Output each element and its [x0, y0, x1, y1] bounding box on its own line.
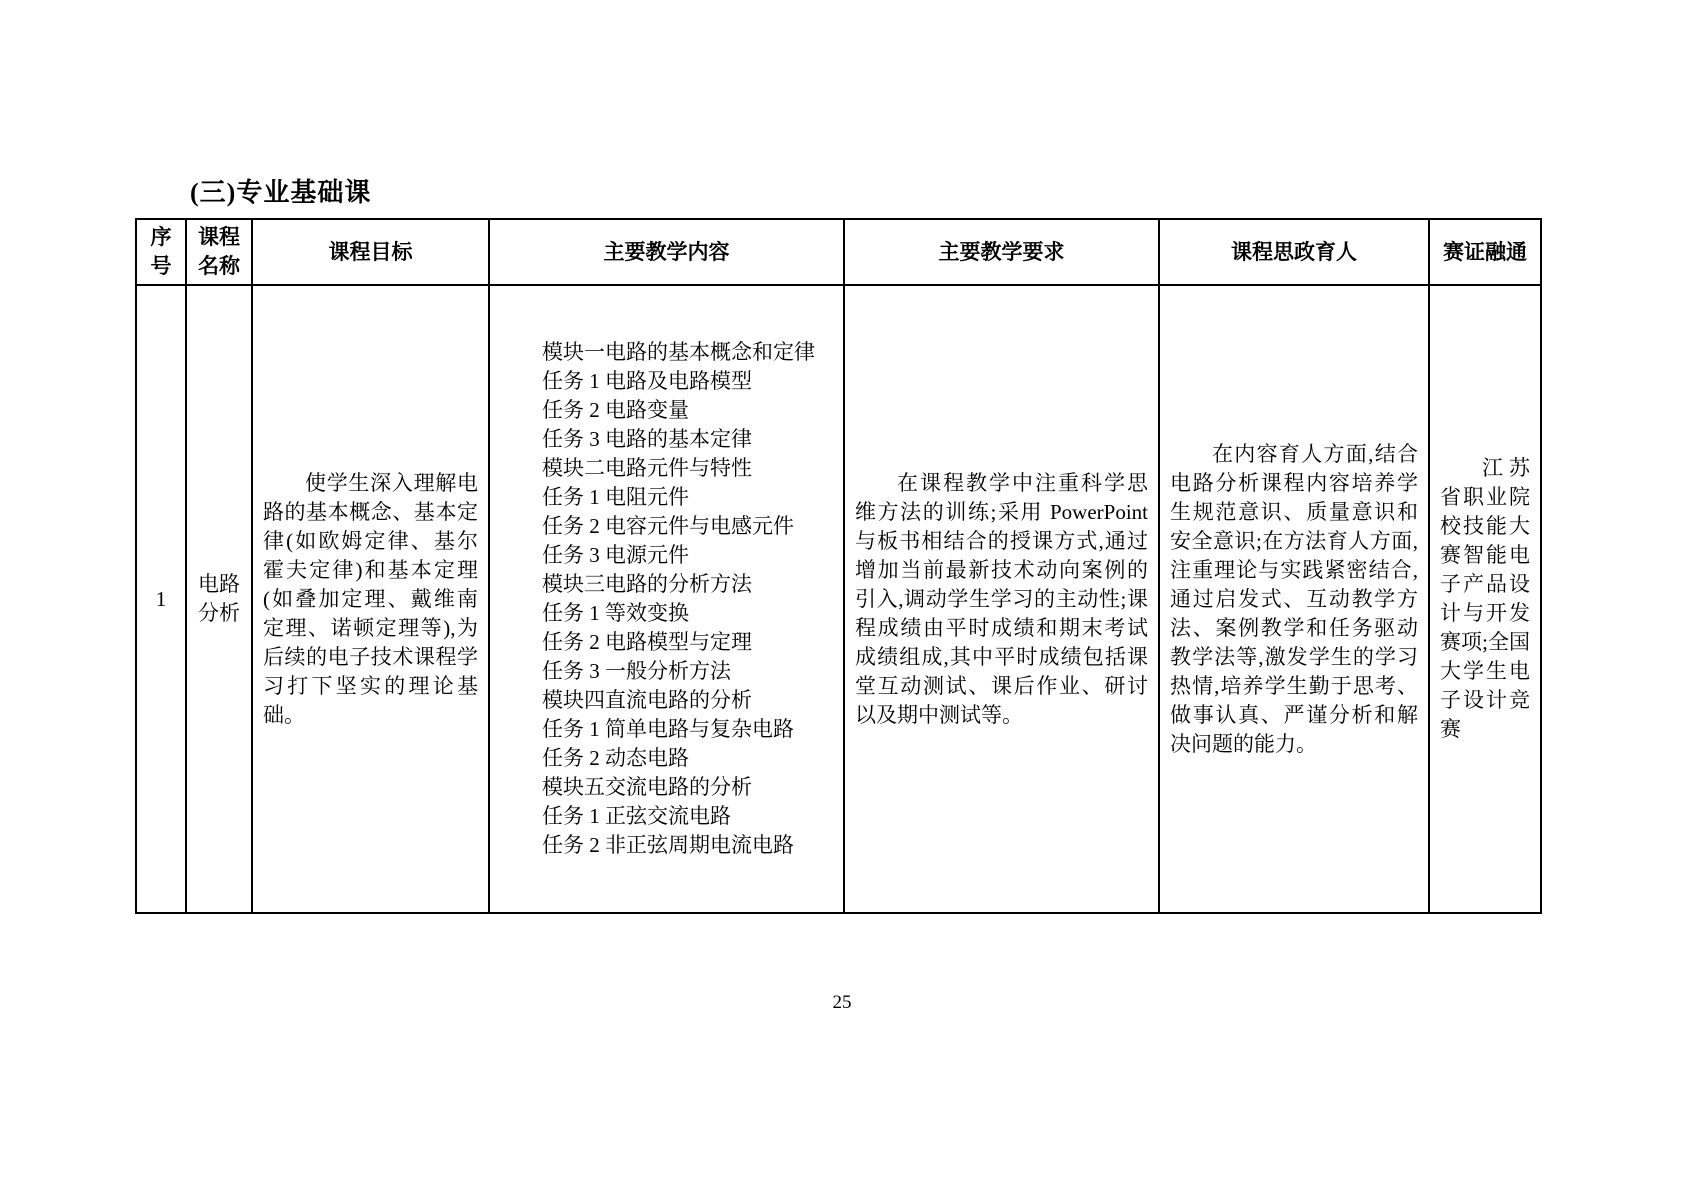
- teaching-content-line: 任务 1 等效变换: [542, 601, 689, 625]
- col-header-ideology: 课程思政育人: [1159, 219, 1429, 285]
- course-table: [135, 218, 1542, 914]
- page-number: 25: [832, 992, 852, 1013]
- teaching-content-line: 模块一电路的基本概念和定律: [542, 340, 815, 364]
- teaching-content-line: 任务 3 电源元件: [542, 543, 689, 567]
- teaching-content-line: 任务 2 电路模型与定理: [542, 630, 752, 654]
- cell-competition: [1429, 285, 1541, 913]
- teaching-content-line: 任务 1 简单电路与复杂电路: [542, 717, 794, 741]
- teaching-content-lines: [500, 338, 833, 860]
- col-header-teaching-requirement: 主要教学要求: [844, 219, 1159, 285]
- teaching-content-line: 任务 2 电容元件与电感元件: [542, 514, 794, 538]
- teaching-content-line: 任务 2 非正弦周期电流电路: [542, 833, 794, 857]
- teaching-content-line: 任务 3 电路的基本定律: [542, 427, 752, 451]
- table-row: [136, 285, 1541, 913]
- col-header-competition: 赛证融通: [1429, 219, 1541, 285]
- teaching-content-line: 模块五交流电路的分析: [542, 775, 752, 799]
- col-header-course-name: 课程名称: [186, 219, 252, 285]
- teaching-content-line: 任务 1 电路及电路模型: [542, 369, 752, 393]
- col-header-teaching-content: 主要教学内容: [489, 219, 844, 285]
- col-header-seq: 序号: [136, 219, 186, 285]
- teaching-content-line: 任务 1 电阻元件: [542, 485, 689, 509]
- teaching-content-line: 模块四直流电路的分析: [542, 688, 752, 712]
- teaching-content-line: 模块二电路元件与特性: [542, 456, 752, 480]
- cell-ideology: [1159, 285, 1429, 913]
- col-header-course-goal: 课程目标: [252, 219, 489, 285]
- course-goal-text: 使学生深入理解电路的基本概念、基本定律(如欧姆定律、基尔霍夫定律)和基本定理(如叠加定理、戴维南定理、诺顿定理等),为后续的电子技术课程学习打下坚实的理论基础。: [263, 470, 478, 727]
- teaching-content-line: 任务 2 电路变量: [542, 398, 689, 422]
- cell-course-name: 电路分析: [186, 285, 252, 913]
- cell-teaching-content: [489, 285, 844, 913]
- teaching-content-line: 任务 3 一般分析方法: [542, 659, 731, 683]
- teaching-requirement-text: 在课程教学中注重科学思维方法的训练;采用 PowerPoint 与板书相结合的授课方式,通过增加当前最新技术动向案例的引入,调动学生学习的主动性;课程成绩由平时成绩和期末考试成绩组成,其中平时成绩包括课堂互动测试、课后作业、研讨以及期中测试等。: [855, 470, 1148, 727]
- teaching-content-line: 任务 1 正弦交流电路: [542, 804, 731, 828]
- section-title: (三)专业基础课: [190, 178, 372, 207]
- cell-seq-number: 1: [136, 285, 186, 913]
- teaching-content-line: 任务 2 动态电路: [542, 746, 689, 770]
- cell-teaching-requirement: [844, 285, 1159, 913]
- table-header-row: [136, 219, 1541, 285]
- competition-text: 江苏省职业院校技能大赛智能电子产品设计与开发赛项;全国大学生电子设计竞赛: [1440, 456, 1530, 741]
- cell-course-goal: [252, 285, 489, 913]
- ideology-text: 在内容育人方面,结合电路分析课程内容培养学生规范意识、质量意识和安全意识;在方法育人方面,注重理论与实践紧密结合,通过启发式、互动教学方法、案例教学和任务驱动教学法等,激发学生的学习热情,培养学生勤于思考、做事认真、严谨分析和解决问题的能力。: [1170, 441, 1418, 756]
- teaching-content-line: 模块三电路的分析方法: [542, 572, 752, 596]
